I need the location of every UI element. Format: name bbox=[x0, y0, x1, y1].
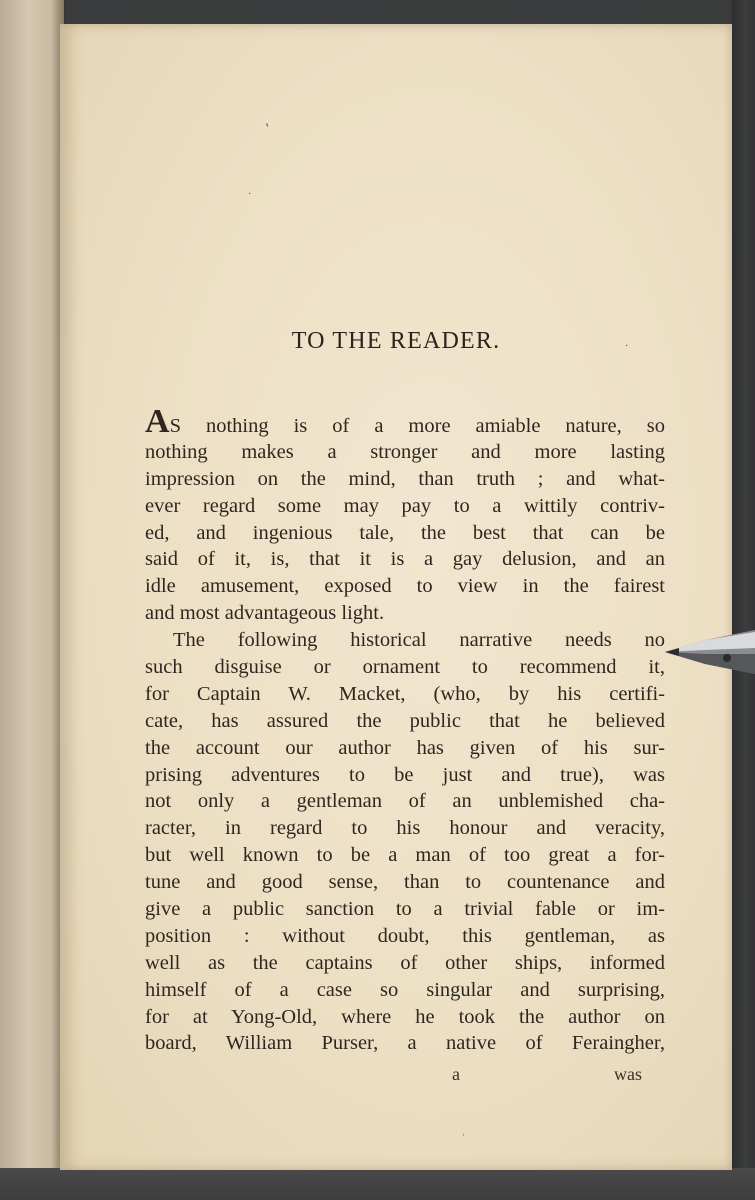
text-line: board, William Purser, a native of Feraingher, bbox=[145, 1032, 665, 1055]
text-line: idle amusement, exposed to view in the fairest bbox=[145, 575, 665, 598]
text-line: said of it, is, that it is a gay delusion, and an bbox=[145, 548, 665, 571]
text-line: for Captain W. Macket, (who, by his certifi- bbox=[145, 682, 665, 705]
catchword: was bbox=[614, 1064, 642, 1084]
drop-cap: A bbox=[145, 403, 170, 440]
text-line: racter, in regard to his honour and veracity, bbox=[145, 817, 665, 840]
text-line: and most advantageous light. bbox=[145, 602, 385, 625]
text-line: nothing makes a stronger and more lasting bbox=[145, 440, 665, 463]
body-text bbox=[145, 403, 665, 1057]
ink-speck: ˈ bbox=[462, 1133, 466, 1144]
text-line: tune and good sense, than to countenance and bbox=[145, 871, 665, 894]
pen-pointer-icon bbox=[665, 624, 755, 680]
page-heading: TO THE READER. bbox=[291, 328, 501, 354]
book-page bbox=[60, 24, 732, 1170]
text-line: prising adventures to be just and true), was bbox=[145, 763, 665, 786]
ink-speck: · bbox=[625, 341, 629, 352]
text-line: The following historical narrative needs no bbox=[173, 629, 665, 652]
text-line: well as the captains of other ships, informed bbox=[145, 951, 665, 974]
text-line: impression on the mind, than truth ; and what- bbox=[145, 467, 665, 490]
signature-mark: a bbox=[452, 1064, 460, 1084]
text-line: AS nothing is of a more amiable nature, so bbox=[145, 403, 665, 440]
ink-speck: ′ bbox=[264, 121, 275, 136]
text-line: ever regard some may pay to a wittily contriv- bbox=[145, 494, 665, 517]
text-line: cate, has assured the public that he believed bbox=[145, 709, 665, 732]
text-line: ed, and ingenious tale, the best that can be bbox=[145, 521, 665, 544]
text-line: position : without doubt, this gentleman, as bbox=[145, 924, 665, 947]
book-right-edge bbox=[732, 0, 755, 1200]
text-line: such disguise or ornament to recommend it, bbox=[145, 656, 665, 679]
book-bottom-edge bbox=[0, 1168, 755, 1200]
text-line: not only a gentleman of an unblemished cha- bbox=[145, 790, 665, 813]
ink-speck: · bbox=[248, 189, 252, 200]
text-line: for at Yong-Old, where he took the author on bbox=[145, 1005, 665, 1028]
text-line: give a public sanction to a trivial fable or im- bbox=[145, 898, 665, 921]
text-line: himself of a case so singular and surprising, bbox=[145, 978, 665, 1001]
text-line: the account our author has given of his sur- bbox=[145, 736, 665, 759]
text-line: but well known to be a man of too great a for- bbox=[145, 844, 665, 867]
